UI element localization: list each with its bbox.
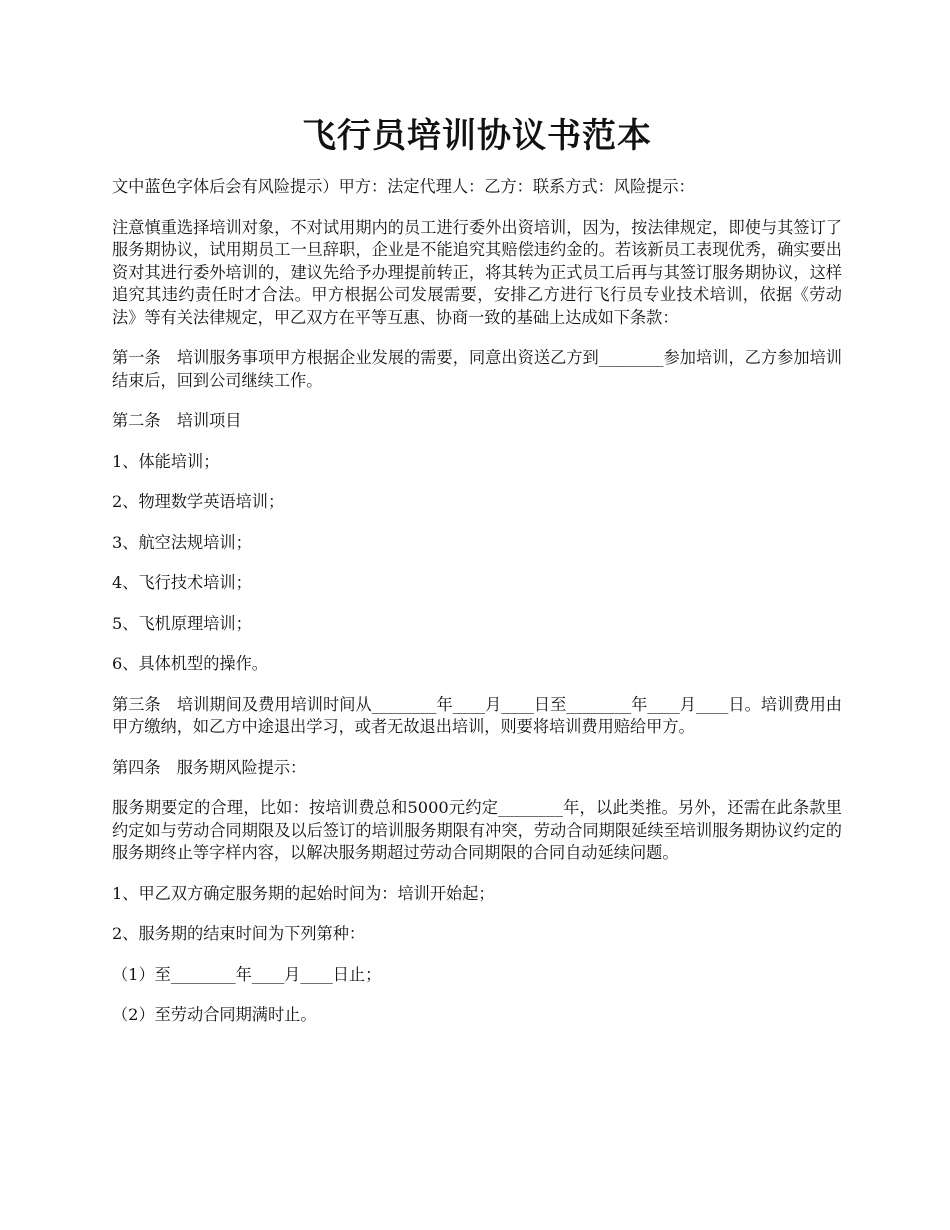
article-2-heading: 第二条 培训项目 [112,411,242,430]
document-title: 飞行员培训协议书范本 [302,116,652,156]
training-item-4: 4、飞行技术培训； [112,573,252,592]
intro-line: 文中蓝色字体后会有风险提示）甲方：法定代理人：乙方：联系方式：风险提示： [112,177,695,196]
training-item-2: 2、物理数学英语培训； [112,492,285,511]
service-option-2: （2）至劳动合同期满时止。 [112,1005,317,1024]
service-period-note: 服务期要定的合理，比如：按培训费总和5000元约定________年，以此类推。另外，还需在此条款里约定如与劳动合同期限及以后签订的培训服务期限有冲突，劳动合同期限延续至培训服务期协议约定的服务期终止等字样内容，以解决服务期超过劳动合同期限的合同自动延续问题。 [112,798,842,862]
risk-note-paragraph: 注意慎重选择培训对象，不对试用期内的员工进行委外出资培训，因为，按法律规定，即使与其签订了服务期协议，试用期员工一旦辞职，企业是不能追究其赔偿违约金的。若该新员工表现优秀，确实要出资对其进行委外培训的，建议先给予办理提前转正，将其转为正式员工后再与其签订服务期协议，这样追究其违约责任时才合法。甲方根据公司发展需要，安排乙方进行飞行员专业技术培训，依据《劳动法》等有关法律规定，甲乙双方在平等互惠、协商一致的基础上达成如下条款： [112,217,842,327]
document-page [112,108,842,1045]
training-item-6: 6、具体机型的操作。 [112,654,268,673]
service-option-1: （1）至________年____月____日止； [112,964,382,984]
service-clause-2: 2、服务期的结束时间为下列第种： [112,924,366,943]
article-3: 第三条 培训期间及费用培训时间从________年____月____日至________年____月____日。培训费用由甲方缴纳，如乙方中途退出学习，或者无故退出培训，则要将培训费用赔给甲方。 [112,694,842,736]
training-item-5: 5、飞机原理培训； [112,613,252,633]
article-4-heading: 第四条 服务期风险提示： [112,757,307,777]
training-item-1: 1、体能培训； [112,451,220,471]
article-1: 第一条 培训服务事项甲方根据企业发展的需要，同意出资送乙方到________参加培训，乙方参加培训结束后，回到公司继续工作。 [112,348,842,390]
service-clause-1: 1、甲乙双方确定服务期的起始时间为：培训开始起； [112,883,495,903]
training-item-3: 3、航空法规培训； [112,532,252,552]
